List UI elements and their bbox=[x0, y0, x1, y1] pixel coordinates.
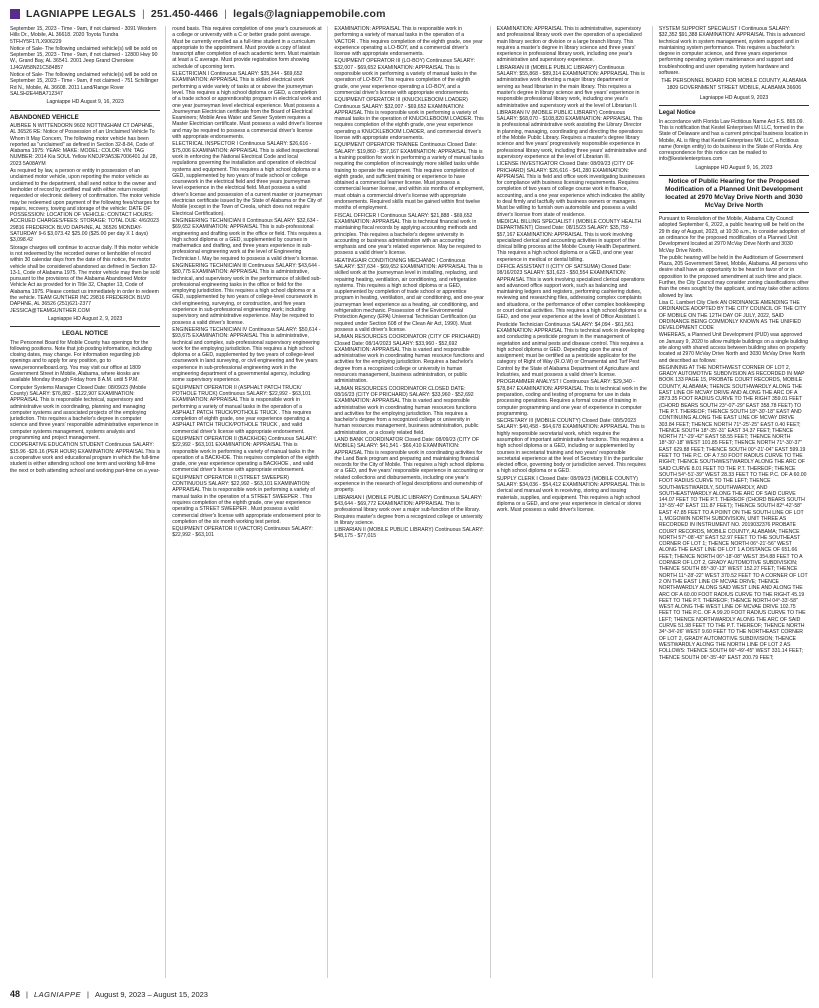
header-separator: | bbox=[141, 8, 145, 20]
notice-paragraph: AUBREE N WITTENDORN 9602 NOTTINGHAM CT DAPHNE, AL 36526 RE: Notice of Possession of an Unclaimed Vehicle To Whom It May Concern, The following motor vehicle has been reported as "unclaimed" as defined in Section 32-8-84, Code of Alabama 1975: YEAR: MAKE: MODEL: COLOR: VIN: TAG NUMBER: 2014 Kia SOUL Yellow KNDJP3A53E7006401 Jul 28, 2023 5A08AYM bbox=[10, 122, 157, 167]
notice-paragraph: Notice of Sale- The following unclaimed vehicle(s) will be sold on September 15, 2023 - Time - 9am, if not claimed - 751 Schillinger Rd N., Mobile, AL 36608. 2011 Land/Range Rover SALSH2E44BA712347 bbox=[10, 72, 159, 97]
section-divider bbox=[659, 105, 809, 106]
page-number: 48 bbox=[10, 989, 21, 999]
header-email[interactable]: legals@lagniappemobile.com bbox=[233, 8, 386, 20]
publication-signature: Lagniappe HD August 9, 16, 2023 bbox=[695, 164, 773, 171]
section-marker-icon bbox=[10, 9, 20, 19]
notice-paragraph: LIBRARIAN II (MOBILE PUBLIC LIBRARY) Continuous SALARY: $48,175 - $77,015 bbox=[334, 527, 484, 540]
notice-paragraph: LAND BANK COORDINATOR Closed Date: 08/09/23 (CITY OF MOBILE) SALARY: $41,541 - $66,410 EXAMINATION: APPRAISAL This is responsible work in coordinating activities for the Land Bank program and preparing and maintaining financial records for the City of Mobile. This requires a high school diploma or a GED, and five years' responsible experience in accounting or related collections and disbursements, including one year's experience in the research of legal descriptions and ownership of property. bbox=[334, 437, 484, 494]
legal-columns bbox=[10, 26, 809, 978]
notice-paragraph: EQUIPMENT OPERATOR III (LO-BOY) Continuous SALARY: $32,007 - $69,652 EXAMINATION: APPRAISAL This is responsible work in performing a variety of manual tasks in the operation of LO-BOY. This requires completion of the eighth grade, one year experience operating a LO-BOY, and a commercial driver's license with appropriate endorsements. bbox=[334, 58, 477, 96]
notice-paragraph: The public hearing will be held in the Auditorium of Government Plaza, 205 Government Street, Mobile, Alabama. All persons who desire shall have an opportunity to be heard in favor of or in opposition to the proposed amendment at such time and place. Further, the City Council may consider zoning classifications other than the ones sought by the applicant, and may take other actions allowed by law. bbox=[658, 254, 809, 299]
notice-title: LEGAL NOTICE bbox=[62, 330, 109, 338]
column-2 bbox=[172, 26, 328, 978]
notice-paragraph: FISCAL OFFICER I Continuous SALARY: $21,888 - $69,652 EXAMINATION: APPRAISAL This is technical financial work in maintaining fiscal records by applying accounting methods and principles. This requires a bachelor's degree university in accounting or business administration with an accounting emphasis and one year's related experience. May be required to possess a valid driver's license. bbox=[334, 212, 481, 257]
notice-paragraph: WHEREAS, a Planned Unit Development (PUD) was approved on January 9, 2020 to allow multiple buildings on a single building site along with shared access between building sites on property located at 2970 McVay Drive North and 3030 McVay Drive North and described as follows: bbox=[658, 332, 808, 364]
publication-signature: Lagniappe HD August 9, 2023 bbox=[699, 94, 769, 101]
section-title: LAGNIAPPE LEGALS bbox=[26, 8, 136, 20]
publication-signature: Lagniappe HD August 9, 16, 2023 bbox=[46, 99, 124, 106]
notice-paragraph: EQUIPMENT OPERATOR II (VACTOR) Continuous SALARY: $22,992 - $63,101 bbox=[172, 526, 313, 539]
column-4 bbox=[497, 26, 653, 978]
header-phone: 251.450-4466 bbox=[150, 8, 219, 20]
notice-paragraph: In accordance with Florida Law Fictitious Name Act F.S. 865.09. This is notification that Kestel Enterprises MI LLC, formed in the State of Delaware and has a current principal business location in Mobile, AL is filing that Kestel Enterprises MK LLC, a fictitious name (foreign entity) to do business in the State of Florida. Any correspondence for this notice can be mailed to info@kestelenterprises.com bbox=[658, 118, 808, 163]
publication-signature: Lagniappe HD August 2, 9, 2023 bbox=[47, 315, 123, 322]
footer-separator: | bbox=[26, 989, 28, 999]
issue-dates: August 9, 2023 – August 15, 2023 bbox=[94, 989, 208, 999]
notice-paragraph: ENGINEERING TECHNICIAN III Continuous SALARY: $43,644 - $80,775 EXAMINATION: APPRAISAL This is administrative, technical, and supervisory work in the performance of skilled sub-professional engineering tasks in the office or field for the employing jurisdiction. This requires a high school diploma or a GED, supplemented by two years of college-level coursework in civil engineering, surveying, or construction, and five years experience in sub-professional engineering work; including supervisory and administrative experience. May be required to possess a valid driver's license. bbox=[172, 262, 322, 326]
notice-paragraph: EQUIPMENT OPERATOR II (STREET SWEEPER) CONTINUOUS SALARY: $22,992 - $63,101 EXAMINATION: APPRAISAL This is responsible work in performing a variety of manual tasks in the operation of a STREET SWEEPER . This requires completion of the eighth grade, one year experience operating a STREET SWEEPER . Must possess a valid commercial driver's license with appropriate endorsement prior to completion of the six month working test period. bbox=[172, 474, 321, 525]
notice-paragraph: MEDICAL BILLING SPECIALIST I (MOBILE COUNTY HEALTH DEPARTMENT) Closed Date: 08/15/23 SALARY: $35,759 - $57,167 EXAMINATION: APPRAISAL This is work involving specialized clerical and accounting activities in support of the clinical billing process at the Mobile County Health Department. This requires a high school diploma or a GED, and one year experience in medical or dental billing. bbox=[496, 218, 642, 263]
notice-paragraph: Pesticide Technician Continuous SALARY: $4,094 - $61,561 EXAMINATION: APPRAISAL This is technical work in developing and conducting a pesticide program in the management of vegetation and animal pests and disease control. This requires a high school diploma or GED. Depending upon the area of assignment; must be certified as a pesticide applicator for the category of Right of Way (R.O.W) or Ornamental and Turf Pest Control by the State of Alabama Department of Agriculture and Industries, and must possess a valid driver's license. bbox=[496, 321, 645, 379]
notice-paragraph: SUPPLY CLERK I Closed Date: 08/09/23 (MOBILE COUNTY) SALARY: $34,036 - $54,412 EXAMINATION: APPRAISAL This is clerical and manual work in receiving, storing and issuing materials, supplies, and equipment. This requires a high school diploma or a GED, and one year experience in clerical or stores work. Must possess a valid driver's license. bbox=[496, 475, 645, 514]
notice-title: Notice of Public Hearing for the Proposed Modification of a Planned Unit Development located at 2970 McVay Drive North and 3030 McVay Drive North bbox=[659, 175, 809, 213]
column-1 bbox=[10, 26, 166, 978]
notice-paragraph: EQUIPMENT OPERATOR III (KNUCKLEBOOM LOADER) Continuous SALARY: $32,007 - $69,652 EXAMINATION: APPRAISAL This is responsible work in performing a variety of manual tasks in the operation of KNUCKLEBOOM LOADER. This requires completion of the eighth grade, one year experience operating a KNUCKLEBOOM LOADER, and commercial driver's license with appropriate endorsements. bbox=[334, 97, 484, 142]
column-3 bbox=[334, 26, 490, 978]
notice-paragraph: HEATING/AIR CONDITIONING MECHANIC I Continuous SALARY: $37,634 - $69,652 EXAMINATION: APPRAISAL This is skilled work at the journeyman level in installing, replacing, and repairing heating, ventilation, air conditioning, and refrigeration systems. This requires a high school diploma or a GED, supplemented by completion of trade school or apprentice program in heating, ventilation, and air conditioning, and one-year journeyman level experience as a heating, air conditioning, and refrigeration mechanic. Possession of the Environmental Protection Agency (EPA) Universal Technician Certification (as required under Section 608 of the Clean Air Act, 1990). Must possess a valid driver's license. bbox=[334, 257, 484, 333]
notice-paragraph: OFFICE ASSISTANT II (CITY OF SATSUMA) Closed Date: 08/16/2023 SALARY: $31,623 - $50,554 EXAMINATION: APPRAISAL This is work involving specialized clerical operations and advanced office support work, such as balancing and maintaining ledgers and registers, performing cashiering duties, reviewing and researching files, addressing complex complaints and situations, or the performance of other complex bookkeeping or court clerical activities. This requires a high school diploma or a GED, and one year experience at the level of Office Assistant I. bbox=[496, 263, 647, 321]
notice-paragraph: Notice of Sale- The following unclaimed vehicle(s) will be sold on September 15, 2023 - Time - 9am, if not claimed - 12800 Hwy 90 W., Grand Bay, AL 36541. 2001 Jeep Grand Cherokee 1J4GW58N21C584857 bbox=[10, 45, 158, 71]
notice-paragraph: EQUIPMENT OPERATOR II (BACKHOE) Continuous SALARY: $22,992 - $63,101 EXAMINATION: APPRAISAL This is responsible work in performing a variety of manual tasks in the operation of a BACKHOE. This requires completion of the eighth grade, one year experience operating a BACKHOE , and valid commercial driver's license with appropriate endorsement. bbox=[172, 436, 319, 474]
publication-name: LAGNIAPPE bbox=[33, 989, 81, 999]
notice-paragraph: As required by law, a person or entity in possession of an unclaimed motor vehicle, upon reporting the motor vehicle as unclaimed to the department, shall send notice to the owner and lienholder of record by certified mail with either return receipt requested or electronic delivery of confirmation. The motor vehicle may be redeemed upon payment of the following fees/charges for repairs, recovery, towing and storage of the vehicle: DATE OF POSSESSION: LOCATION OF VEHICLE: CONTACT HOURS: ACCRUED CHARGES/FEES: STORAGE: TOTAL DUE: 4/6/2023 29816 FREDERICK BLVD DAPHNE, AL 36526 MONDAY-SATURDAY 9-6 $3,073.42 $25.00 ($25.00 per day X 1 days) $3,098.42 bbox=[10, 168, 161, 244]
notice-title: Legal Notice bbox=[658, 109, 696, 117]
notice-paragraph: round basis. This requires completion of one year's coursework at a college or university with a C or better grade point average. Must be currently enrolled as a full-time student in a curriculum appropriate to the appointment. Must provide a copy of latest transcript after completion of each academic term. Must maintain at least a C average. Must provide registration form showing schedule of upcoming term. bbox=[172, 26, 322, 70]
page-header bbox=[10, 6, 809, 22]
notice-paragraph: September 15, 2023 - Time - 9am, if not claimed - 3091 Western Hills Dr., Mobile, AL 36618. 2020 Toyota Tundra 5TFHY5F17LX906229 bbox=[10, 26, 157, 45]
notice-paragraph: ELECTRICIAN I Continuous SALARY: $35,344 - $69,652 EXAMINATION: APPRAISAL This is skilled electrical work performing a wide variety of tasks at or above the journeyman level. This requires a high school diploma or GED, a completion of a trade school or apprenticeship program in electrical work and one year journeyman level electrical experience. Must possess a Journeyman Electrician certificate from the Board of Electrical Examiners; Mobile Area Water and Sewer System requires a Master Electrician certificate. Must possess a valid driver's license and may be required to possess a commercial driver's license with appropriate endorsements. bbox=[172, 71, 323, 141]
notice-paragraph: ELECTRICAL INSPECTOR I Continuous SALARY: $26,616 - $75,006 EXAMINATION: APPRAISAL This is skilled inspectional work in enforcing the National Electrical Code and local regulations governing the installation and operation of electrical systems and equipment. This requires a high school diploma or a GED, supplemented by two years of trade school or college coursework in the electrical field and three years journeyman level experience in the electrical field. Must possess a valid driver's license and possession of a current master or journeyman electrician certificate issued by the State of Alabama or the City of Mobile (except in the Town of Creola, which does not require Electrical Certification). bbox=[172, 141, 323, 217]
notice-title: ABANDONED VEHICLE bbox=[10, 113, 79, 121]
notice-paragraph: EQUIPMENT OPERATOR TRAINEE Continuous Closed Date: SALARY: $19,860 - $57,167 EXAMINATION: APPRAISAL This is a training position for work in performing a variety of manual tasks requiring the completion of increasingly more skilled tasks while training to operate the equipment. This requires completion of eighth grade, and sufficient training or experience to have obtained a commercial learner license. Must possess a commercial learner license, and within six months of employment, must obtain a commercial driver's license with appropriate endorsements. Required skills must be gained within first twelve months of employment. bbox=[334, 142, 485, 212]
address-block: THE PERSONNEL BOARD FOR MOBILE COUNTY, ALABAMA 1809 GOVERNMENT STREET MOBILE, ALABAMA 36606 bbox=[661, 78, 807, 91]
notice-paragraph: The Personnel Board for Mobile County has openings for the following positions. Note that job posting information, including closing dates, may change. For information regarding job openings and to apply for any position, go to www.personnelboard.org. You may visit our office at 1809 Government Street in Mobile, Alabama, where kiosks are available Monday through Friday from 8 A.M. until 5 P.M. bbox=[10, 339, 152, 384]
notice-paragraph: BEGINNING AT THE NORTHWEST CORNER OF LOT 2, GRADY AUTOMOTIVE SUBDIVISION AS RECORDED IN MAP BOOK 133 PAGE 15, PROBATE COURT RECORDS, MOBILE COUNTY, ALABAMA; THENCE SOUTHWARDLY ALONG THE EAST LINE OF MCVAY DRIVE AND ALONG THE ARC OF A 2873.35 FOOT RADIUS CURVE TO THE RIGHT 359.01 FEET (CHORD BEARS SOUTH 23°-07'-29" EAST 358.78 FEET) TO THE P.T. THEREOF; THENCE SOUTH 18°-30'-18" EAST AND CONTINUING ALONG THE EAST LINE OF MCVAY DRIVE 303.84 FEET; THENCE NORTH 71°-25'-25" EAST 0.40 FEET; THENCE SOUTH 18°-35'-31" EAST 34.37 FEET; THENCE NORTH 71°-29'-42" EAST 58.55 FEET; THENCE NORTH 18°-30'-18" WEST 101.85 FEET; THENCE NORTH 71°-30'-37" EAST 629.88 FEET; THENCE SOUTH 00°-21'-04" EAST 599.19 FEET TO THE P.C. OF A 7.50 FOOT RADIUS CURVE TO THE RIGHT; THENCE SOUTHWESTWARDLY ALONG THE ARC OF SAID CURVE 8.01 FEET TO THE P.T. THEREOF; THENCE SOUTH 54°-51'-39" WEST 28.33 FEET TO THE P.C. OF A 60.00 FOOT RADIUS CURVE TO THE LEFT; THENCE SOUTHWESTWARDLY, SOUTHWARDLY, AND SOUTHEASTWARDLY ALONG THE ARC OF SAID CURVE 144.07 FEET TO THE P.T. THEREOF (CHORD BEARS SOUTH 13°-55'-40" EAST 111.87 FEET); THENCE SOUTH 82°-42'-58" EAST 47.85 FEET TO A POINT ON THE SOUTH LINE OF LOT 1, MCGOWIN NORTH SUBDIVISION, UNIT THREE AS RECORDED IN INSTRUMENT NO. 2019032376 PROBATE COURT RECORDS, MOBILE COUNTY, ALABAMA; THENCE NORTH 57°-08'-43" EAST 52.97 FEET TO THE SOUTHEAST CORNER OF LOT 1; THENCE NORTH 06°-21'-56" WEST ALONG THE EAST LINE OF LOT 1 A DISTANCE OF 651.66 FEET; THENCE NORTH 06°-18'-08" WEST 354.88 FEET TO A CORNER OF LOT 2, GRADY AUTOMOTIVE SUBDIVISION; THENCE SOUTH 85°-30'-13" WEST 152.27 FEET; THENCE NORTH 11°-28'-22" WEST 370.52 FEET TO A CORNER OF LOT 2 ON THE EAST LINE OF MCVAE DRIVE; THENCE NORTHWARDLY ALONG SAID WEST LINE AND ALONG THE ARC OF A 60.00 FOOT RADIUS CURVE TO THE RIGHT 45.19 FEET TO THE P.T. THEREOF; THENCE NORTH 04°-33'-58" WEST ALONG THE WEST LINE OF MCVAE DRIVE 102.75 FEET TO THE P.C. OF A 99.20 FOOT RADIUS CURVE TO THE LEFT; THENCE NORTHWARDLY ALONG THE ARC OF SAID CURVE 51.98 FEET TO THE P.T. THEREOF; THENCE NORTH 34°-34'-26" WEST 9.60 FEET TO THE NORTHEAST CORNER OF LOT 2, GRADY AUTOMOTIVE SUBDIVISION; THENCE WESTWARDLY ALONG THE NORTH LINE OF LOT 2 AS FOLLOWS: THENCE SOUTH 66°-49'-45" WEST 331.14 FEET; THENCE SOUTH 06°-35'-40" EAST 200.79 FEET; bbox=[658, 364, 808, 661]
footer-separator: | bbox=[87, 989, 89, 999]
notice-paragraph: LICENSE INVESTIGATOR Closed Date: 08/09/23 (CITY OF PRICHARD) SALARY: $26,616 - $41,280 EXAMINATION: APPRAISAL This is field and office work investigating businesses for compliance with business licensing requirements. Requires completion of two years of college course work in finance, accounting, and a one year experience which indicates the ability to deal firmly and tactfully with business owners or managers. Must be willing to furnish own automobile and possess a valid driver's license from state of residence. bbox=[496, 161, 646, 218]
notice-paragraph: EXAMINATION: APPRAISAL This is administrative, supervisory and professional library work over the operation of a specialized main library section or division or a large branch library. This requires a master's degree in library science and three years' experience in professional library work, including one year's administrative and supervisory experience. bbox=[496, 26, 642, 64]
column-5 bbox=[659, 26, 809, 978]
notice-paragraph: Computer Systems Manager Closed Date: 08/09/23 (Mobile County) SALARY: $76,882 - $122,907 EXAMINATION: APPRAISAL This is responsible technical, supervisory and administrative work in coordinating, planning and managing computer systems and associated projects of the employing jurisdiction. This requires a bachelor's degree in computer science and three years' responsible administrative experience in computer systems management, systems analysis and programming and project management. bbox=[10, 384, 159, 442]
notice-paragraph: LIBRARIAN IV (MOBILE PUBLIC LIBRARY) Continuous SALARY: $68,070 - $108,820 EXAMINATION: APPRAISAL This is professional administrative work assisting the Library Director in planning, managing, coordinating and directing the operations of the Mobile Public Library. Requires a master's degree library science and five years' progressively responsible experience in professional library work, including three years' administrative and supervisory experience at the level of Librarian III. bbox=[496, 109, 647, 160]
notice-paragraph: SECRETARY III (MOBILE COUNTY) Closed Date: 08/5/2023 SALARY: $40,458 - $64,678 EXAMINATION: APPRAISAL This is highly responsible secretarial work, which requires the assumption of important administrative functions. This requires a high school diploma or a GED, including or supplemented by courses in secretarial training and two years' responsible secretarial experience at the level of Secretary II in the particular elected office, governing body or jurisdiction served. This requires a high school diploma or a GED. bbox=[496, 418, 646, 475]
section-divider bbox=[10, 326, 160, 327]
notice-paragraph: HUMAN RESOURCES COORDINATOR CLOSED DATE: 08/16/23 (CITY OF PRICHARD) SALARY: $33,960 - $52,692 EXAMINATION: APPRAISAL This is varied and responsible administrative work in coordinating human resources functions and activities for the employing jurisdiction. This requires a bachelor's degree from a recognized college or university in human resources management, business administration, public administration, or a closely related field. bbox=[334, 385, 479, 436]
notice-paragraph: EXAMINATION: APPRAISAL This is responsible work in performing a variety of manual tasks in the operation of a VACTOR . This requires completion of the eighth grade, one year experience operating a LO-BOY, and a commercial driver's license with appropriate endorsements. bbox=[334, 26, 483, 58]
notice-paragraph: Pursuant to Resolution of the Mobile, Alabama City Council adopted September 6, 2022, a public hearing will be held on the 29 th day of August, 2023, at 10:30 a.m., to consider adoption of an ordinance for the proposed modification of a Planned Unit Development located at 2970 McVay Drive North and 3030 McVay Drive North. bbox=[658, 216, 805, 254]
notice-paragraph: SYSTEM SUPPORT SPECIALIST I Continuous SALARY: $32,352 $91,388 EXAMINATION: APPRAISAL This is advanced technical work in system management, system support and in maintaining system performance. This requires a bachelor's degree in computer science, and three years experience performing operating system maintenance and support and troubleshooting and user operating system hardware and software. bbox=[658, 26, 805, 77]
notice-paragraph: ENGINEERING TECHNICIAN IV Continuous SALARY: $50,614 - $93,675 EXAMINATION: APPRAISAL This is administrative, technical and complex, sub-professional supervisory engineering work for the employing jurisdiction. This requires a high school diploma or a GED, supplemented by two years of college-level coursework in land surveying, or civil engineering and five years experience in sub-professional engineering work in the engineering department of a governmental agency, including some supervisory experience. bbox=[172, 326, 321, 384]
notice-paragraph: HUMAN RESOURCES COORDINATOR (CITY OF PRICHARD) Closed Date: 08/14/2023 SALARY: $33,960 - $52,692 EXAMINATION: APPRAISAL This is varied and responsible administrative work in coordinating human resource functions and activities for the employing jurisdiction. Requires a bachelor's degree from a recognized college or university in human resources management, business administration, or public administration. bbox=[334, 334, 484, 385]
notice-paragraph: Lisa C. Lambert City Clerk AN ORDINANCE AMENDING THE ORDINANCE ADOPTED BY THE CITY COUNCIL OF THE CITY OF MOBILE ON THE 12TH DAY OF JULY, 2022, SAID ORDINANCE BEING COMMONLY KNOWN AS THE UNIFIED DEVELOPMENT CODE bbox=[658, 299, 807, 332]
notice-paragraph: EQUIPMENT OPERATOR II (ASPHALT PATCH TRUCK/ POTHOLE TRUCK) Continuous SALARY: $22,992 - $63,101 EXAMINATION: APPRAISAL This is responsible work in performing a variety of manual tasks in the operation of a ASPHALT PATCH TRUCK/POTHOLE TRUCK . This requires completion of eighth grade, one year experience operating a ASPHALT PATCH TRUCK/POTHOLE TRUCK , and valid commercial driver's license with appropriate endorsement. bbox=[172, 384, 312, 435]
header-separator: | bbox=[224, 8, 228, 20]
notice-paragraph: LIBRARIAN I (MOBILE PUBLIC LIBRARY) Continuous SALARY: $43,644 - $69,772 EXAMINATION: APPRAISAL This is professional library work over a major sub-function of the library. Requires master's degree from a recognized college or university in library science. bbox=[334, 494, 483, 526]
notice-paragraph: Storage charges will continue to accrue daily. If this motor vehicle is not redeemed by the recorded owner or lienholder of record within 30 calendar days from the date of this notice, the motor vehicle shall be considered abandoned as defined in Section 32-13-1, Code of Alabama 1975. The motor vehicle may then be sold pursuant to the provisions of the Alabama Abandoned Motor Vehicle Act as provided for in Title 32, Chapter 13, Code of Alabama 1975. Please contact us immediately in order to redeem the vehicle. TEAM GUNTHER INC 29816 FREDERICK BLVD DAPHNE, AL 36526 (251)621-2377 JESSICA@TEAMGUNTHER.COM bbox=[10, 244, 160, 314]
notice-paragraph: COOPERATIVE EDUCATION STUDENT Continuous SALARY: $15.96 -$26.16 (PER HOUR) EXAMINATION: APPRAISAL This is a cooperative work and educational program in which the full-time student is either attending school one term and working full-time the next or both attending school and working part-time on a year- bbox=[10, 442, 161, 474]
notice-paragraph: ENGINEERING TECHNICIAN II Continuous SALARY: $32,634 - $69,652 EXAMINATION: APPRAISAL This is sub-professional engineering and drafting work in the office or field. This requires a high school diploma or a GED, supplemented by courses in mathematics and drafting, and three years experience in sub-professional engineering work at the level of Engineering Technician I. May be required to possess a valid driver's license. bbox=[172, 217, 322, 262]
page-footer bbox=[10, 988, 208, 1000]
notice-paragraph: LIBRARIAN III (MOBILE PUBLIC LIBRARY) Continuous SALARY: $55,868 - $89,314 EXAMINATION: APPRAISAL This is administrative work directing a major library department or serving as head librarian in the main library. This requires a master's degree in library science and five years' experience in responsible professional library work, including one year's administrative and supervisory work at the level of Librarian II. bbox=[496, 64, 645, 109]
section-divider bbox=[10, 110, 160, 111]
notice-paragraph: PROGRAMMER ANALYST I Continuous SALARY: $29,340 - $78,847 EXAMINATION: APPRAISAL This is technical work in the preparation, coding and testing of programs for use in data processing operations. Requires a formal course of training in computer programming and one year of experience in computer programming. bbox=[496, 379, 647, 417]
